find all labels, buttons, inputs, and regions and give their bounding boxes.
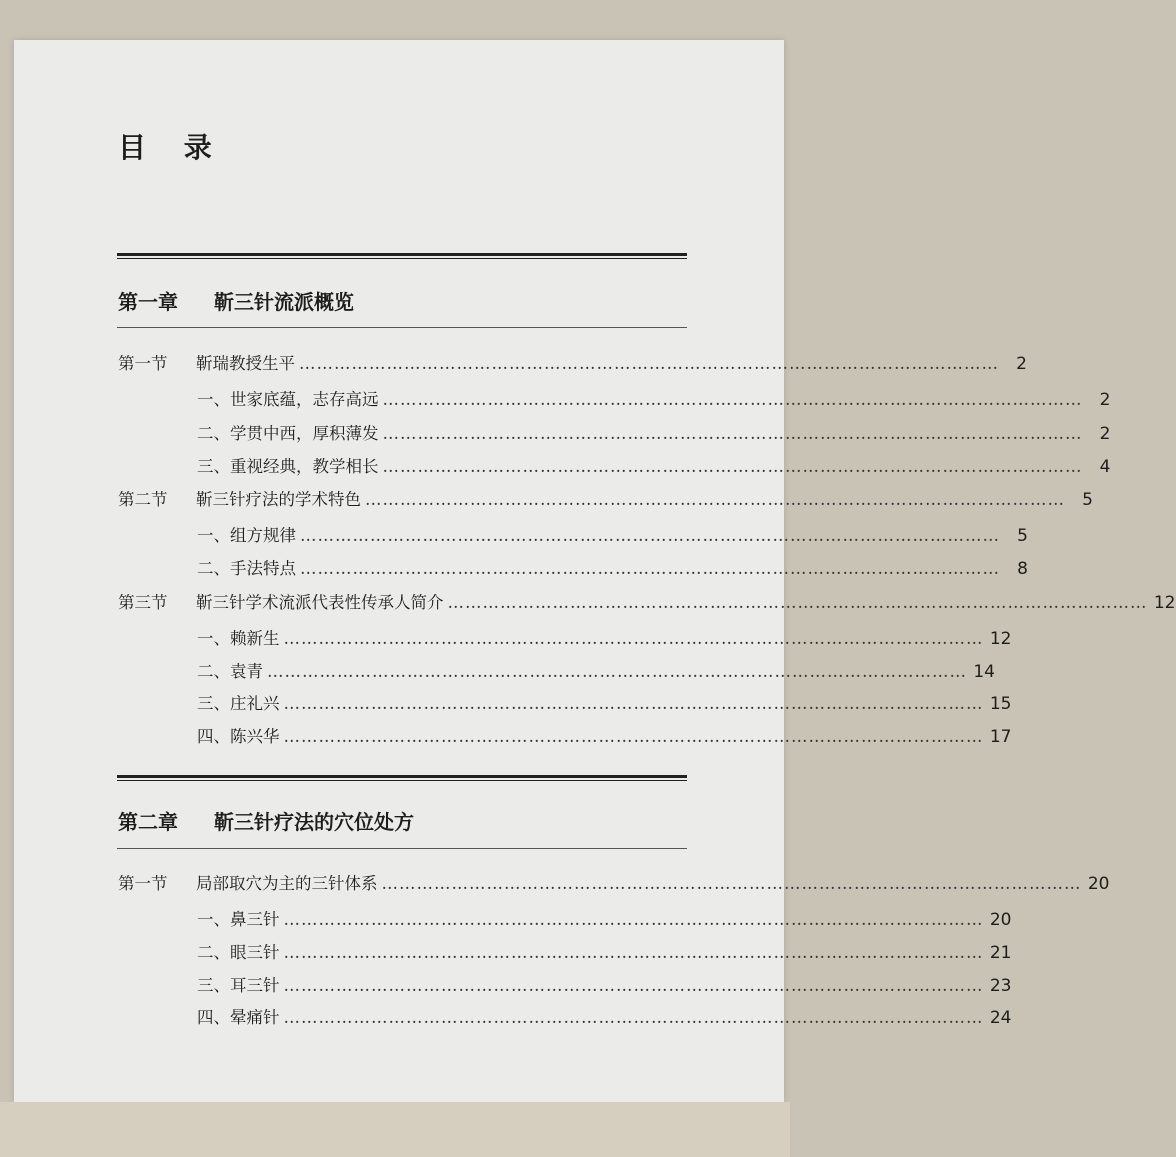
item-label: 二、学贯中西，厚积薄发 bbox=[197, 424, 379, 443]
leader-dots: ………………………………………………………………………………………………………… bbox=[283, 976, 984, 995]
toc-section-1-2[interactable] bbox=[118, 486, 1093, 510]
toc-item-1-3-3[interactable] bbox=[197, 690, 1012, 714]
section-name: 局部取穴为主的三针体系 bbox=[196, 874, 378, 893]
section-name: 靳三针学术流派代表性传承人简介 bbox=[196, 593, 444, 612]
item-label: 一、鼻三针 bbox=[197, 910, 280, 929]
page-number: 23 bbox=[989, 976, 1012, 996]
chapter-1-top-rule bbox=[117, 253, 687, 259]
toc-item-1-3-4[interactable] bbox=[197, 723, 1012, 747]
section-number: 第一节 bbox=[118, 874, 168, 893]
toc-item-2-1-4[interactable] bbox=[197, 1004, 1012, 1028]
leader-dots: ………………………………………………………………………………………………………… bbox=[381, 874, 1082, 893]
chapter-1-bottom-rule bbox=[117, 327, 687, 328]
chapter-2-heading bbox=[118, 806, 414, 835]
leader-dots: ………………………………………………………………………………………………………… bbox=[267, 662, 967, 681]
toc-item-2-1-3[interactable] bbox=[197, 972, 1012, 996]
leader-dots: ………………………………………………………………………………………………………… bbox=[447, 593, 1148, 612]
page-number: 20 bbox=[989, 910, 1012, 930]
toc-item-2-1-1[interactable] bbox=[197, 906, 1012, 930]
chapter-2-bottom-rule bbox=[117, 848, 687, 849]
section-number: 第一节 bbox=[118, 354, 168, 373]
page-number: 2 bbox=[1099, 390, 1111, 410]
chapter-1-name: 靳三针流派概览 bbox=[214, 290, 354, 314]
item-label: 三、庄礼兴 bbox=[197, 694, 280, 713]
leader-dots: ………………………………………………………………………………………………………… bbox=[300, 526, 1000, 545]
page-number: 8 bbox=[1017, 559, 1028, 579]
section-name: 靳三针疗法的学术特色 bbox=[196, 490, 361, 509]
toc-item-1-3-1[interactable] bbox=[197, 625, 1012, 649]
item-label: 三、耳三针 bbox=[197, 976, 280, 995]
section-number: 第二节 bbox=[118, 490, 168, 509]
toc-section-1-1[interactable] bbox=[118, 350, 1027, 374]
leader-dots: ………………………………………………………………………………………………………… bbox=[365, 490, 1065, 509]
leader-dots: ………………………………………………………………………………………………………… bbox=[299, 354, 999, 373]
chapter-1-number: 第一章 bbox=[118, 290, 178, 314]
leader-dots: ………………………………………………………………………………………………………… bbox=[382, 457, 1083, 476]
item-label: 一、世家底蕴，志存高远 bbox=[197, 390, 379, 409]
toc-item-1-1-2[interactable] bbox=[197, 420, 1111, 444]
page-number: 17 bbox=[989, 727, 1012, 747]
chapter-2-number: 第二章 bbox=[118, 810, 178, 834]
leader-dots: ………………………………………………………………………………………………………… bbox=[283, 910, 984, 929]
toc-item-2-1-2[interactable] bbox=[197, 939, 1012, 963]
page-number: 5 bbox=[1082, 490, 1093, 510]
item-label: 一、组方规律 bbox=[197, 526, 296, 545]
leader-dots: ………………………………………………………………………………………………………… bbox=[283, 1008, 984, 1027]
page-number: 5 bbox=[1017, 526, 1028, 546]
page-number: 4 bbox=[1099, 457, 1111, 477]
chapter-2-name: 靳三针疗法的穴位处方 bbox=[214, 810, 414, 834]
leader-dots: ………………………………………………………………………………………………………… bbox=[283, 629, 984, 648]
leader-dots: ………………………………………………………………………………………………………… bbox=[283, 727, 984, 746]
leader-dots: ………………………………………………………………………………………………………… bbox=[382, 390, 1083, 409]
toc-item-1-1-1[interactable] bbox=[197, 386, 1111, 410]
page-title: 目 录 bbox=[118, 131, 226, 164]
toc-item-1-3-2[interactable] bbox=[197, 658, 995, 682]
page-number: 20 bbox=[1087, 874, 1110, 894]
item-label: 四、晕痛针 bbox=[197, 1008, 280, 1027]
item-label: 二、袁青 bbox=[197, 662, 263, 681]
item-label: 三、重视经典，教学相长 bbox=[197, 457, 379, 476]
page-edge-background bbox=[0, 1102, 790, 1157]
page-number: 12 bbox=[1153, 593, 1176, 613]
section-name: 靳瑞教授生平 bbox=[196, 354, 295, 373]
item-label: 四、陈兴华 bbox=[197, 727, 280, 746]
page-number: 15 bbox=[989, 694, 1012, 714]
toc-section-1-3[interactable] bbox=[118, 589, 1176, 613]
toc-item-1-2-2[interactable] bbox=[197, 555, 1028, 579]
item-label: 二、眼三针 bbox=[197, 943, 280, 962]
leader-dots: ………………………………………………………………………………………………………… bbox=[283, 694, 984, 713]
page-number: 21 bbox=[989, 943, 1012, 963]
item-label: 二、手法特点 bbox=[197, 559, 296, 578]
page-number: 2 bbox=[1099, 424, 1111, 444]
toc-item-1-1-3[interactable] bbox=[197, 453, 1111, 477]
page-number: 14 bbox=[973, 662, 995, 682]
page-number: 12 bbox=[989, 629, 1012, 649]
page-number: 24 bbox=[989, 1008, 1012, 1028]
section-number: 第三节 bbox=[118, 593, 168, 612]
chapter-1-heading bbox=[118, 286, 354, 315]
leader-dots: ………………………………………………………………………………………………………… bbox=[283, 943, 984, 962]
chapter-2-top-rule bbox=[117, 775, 687, 781]
toc-section-2-1[interactable] bbox=[118, 870, 1110, 894]
leader-dots: ………………………………………………………………………………………………………… bbox=[300, 559, 1000, 578]
toc-item-1-2-1[interactable] bbox=[197, 522, 1028, 546]
item-label: 一、赖新生 bbox=[197, 629, 280, 648]
page-number: 2 bbox=[1016, 354, 1027, 374]
leader-dots: ………………………………………………………………………………………………………… bbox=[382, 424, 1083, 443]
